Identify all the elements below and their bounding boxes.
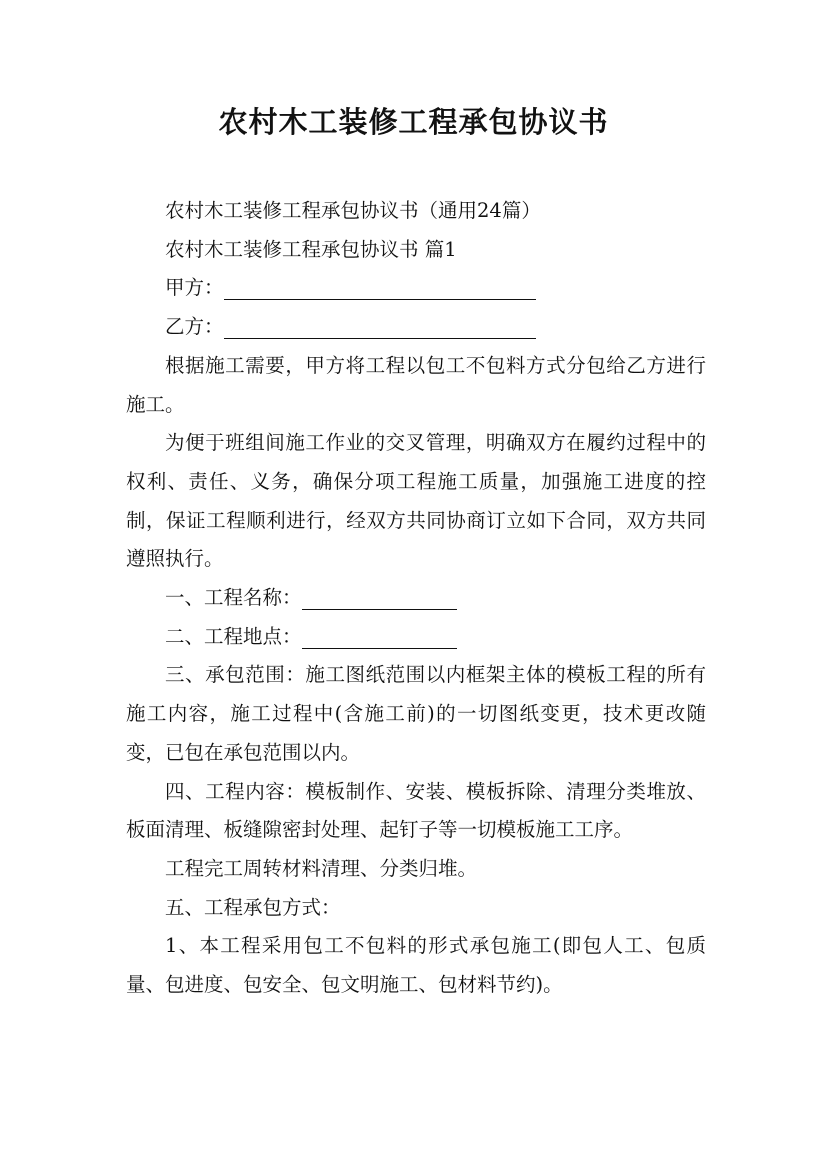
- item-work-content: 四、工程内容：模板制作、安装、模板拆除、清理分类堆放、板面清理、板缝隙密封处理、起钉子等一切模板施工工序。: [126, 779, 706, 842]
- item-project-location: [126, 618, 706, 657]
- party-b-label: 乙方：: [165, 315, 224, 339]
- item-contract-scope: 三、承包范围：施工图纸范围以内框架主体的模板工程的所有施工内容，施工过程中(含施工前)的一切图纸变更，技术更改随变，已包在承包范围以内。: [126, 663, 706, 764]
- party-b-blank: [224, 314, 536, 339]
- party-a-line: [126, 269, 706, 308]
- item-work-content-extra: 工程完工周转材料清理、分类归堆。: [165, 856, 478, 880]
- party-a-label: 甲方：: [165, 276, 224, 300]
- document-body: [126, 192, 706, 1005]
- party-b-line: [126, 308, 706, 347]
- section-heading: 农村木工装修工程承包协议书 篇1: [165, 237, 457, 261]
- paragraph: 根据施工需要，甲方将工程以包工不包料方式分包给乙方进行施工。: [126, 353, 706, 416]
- party-a-blank: [224, 275, 536, 300]
- item-project-name-label: 一、工程名称：: [165, 586, 302, 610]
- paragraph: 为便于班组间施工作业的交叉管理，明确双方在履约过程中的权利、责任、义务，确保分项工程施工质量，加强施工进度的控制，保证工程顺利进行，经双方共同协商订立如下合同，双方共同遵照执行。: [126, 431, 706, 571]
- item-contract-method-1: 1、本工程采用包工不包料的形式承包施工(即包人工、包质量、包进度、包安全、包文明施工、包材料节约)。: [126, 934, 706, 997]
- subtitle: 农村木工装修工程承包协议书（通用24篇）: [165, 199, 541, 222]
- project-name-blank: [302, 585, 457, 610]
- document-title: 农村木工装修工程承包协议书: [218, 105, 609, 139]
- item-contract-method: 五、工程承包方式：: [165, 895, 341, 919]
- item-project-name: [126, 579, 706, 618]
- item-project-location-label: 二、工程地点：: [165, 624, 302, 648]
- project-location-blank: [302, 624, 457, 649]
